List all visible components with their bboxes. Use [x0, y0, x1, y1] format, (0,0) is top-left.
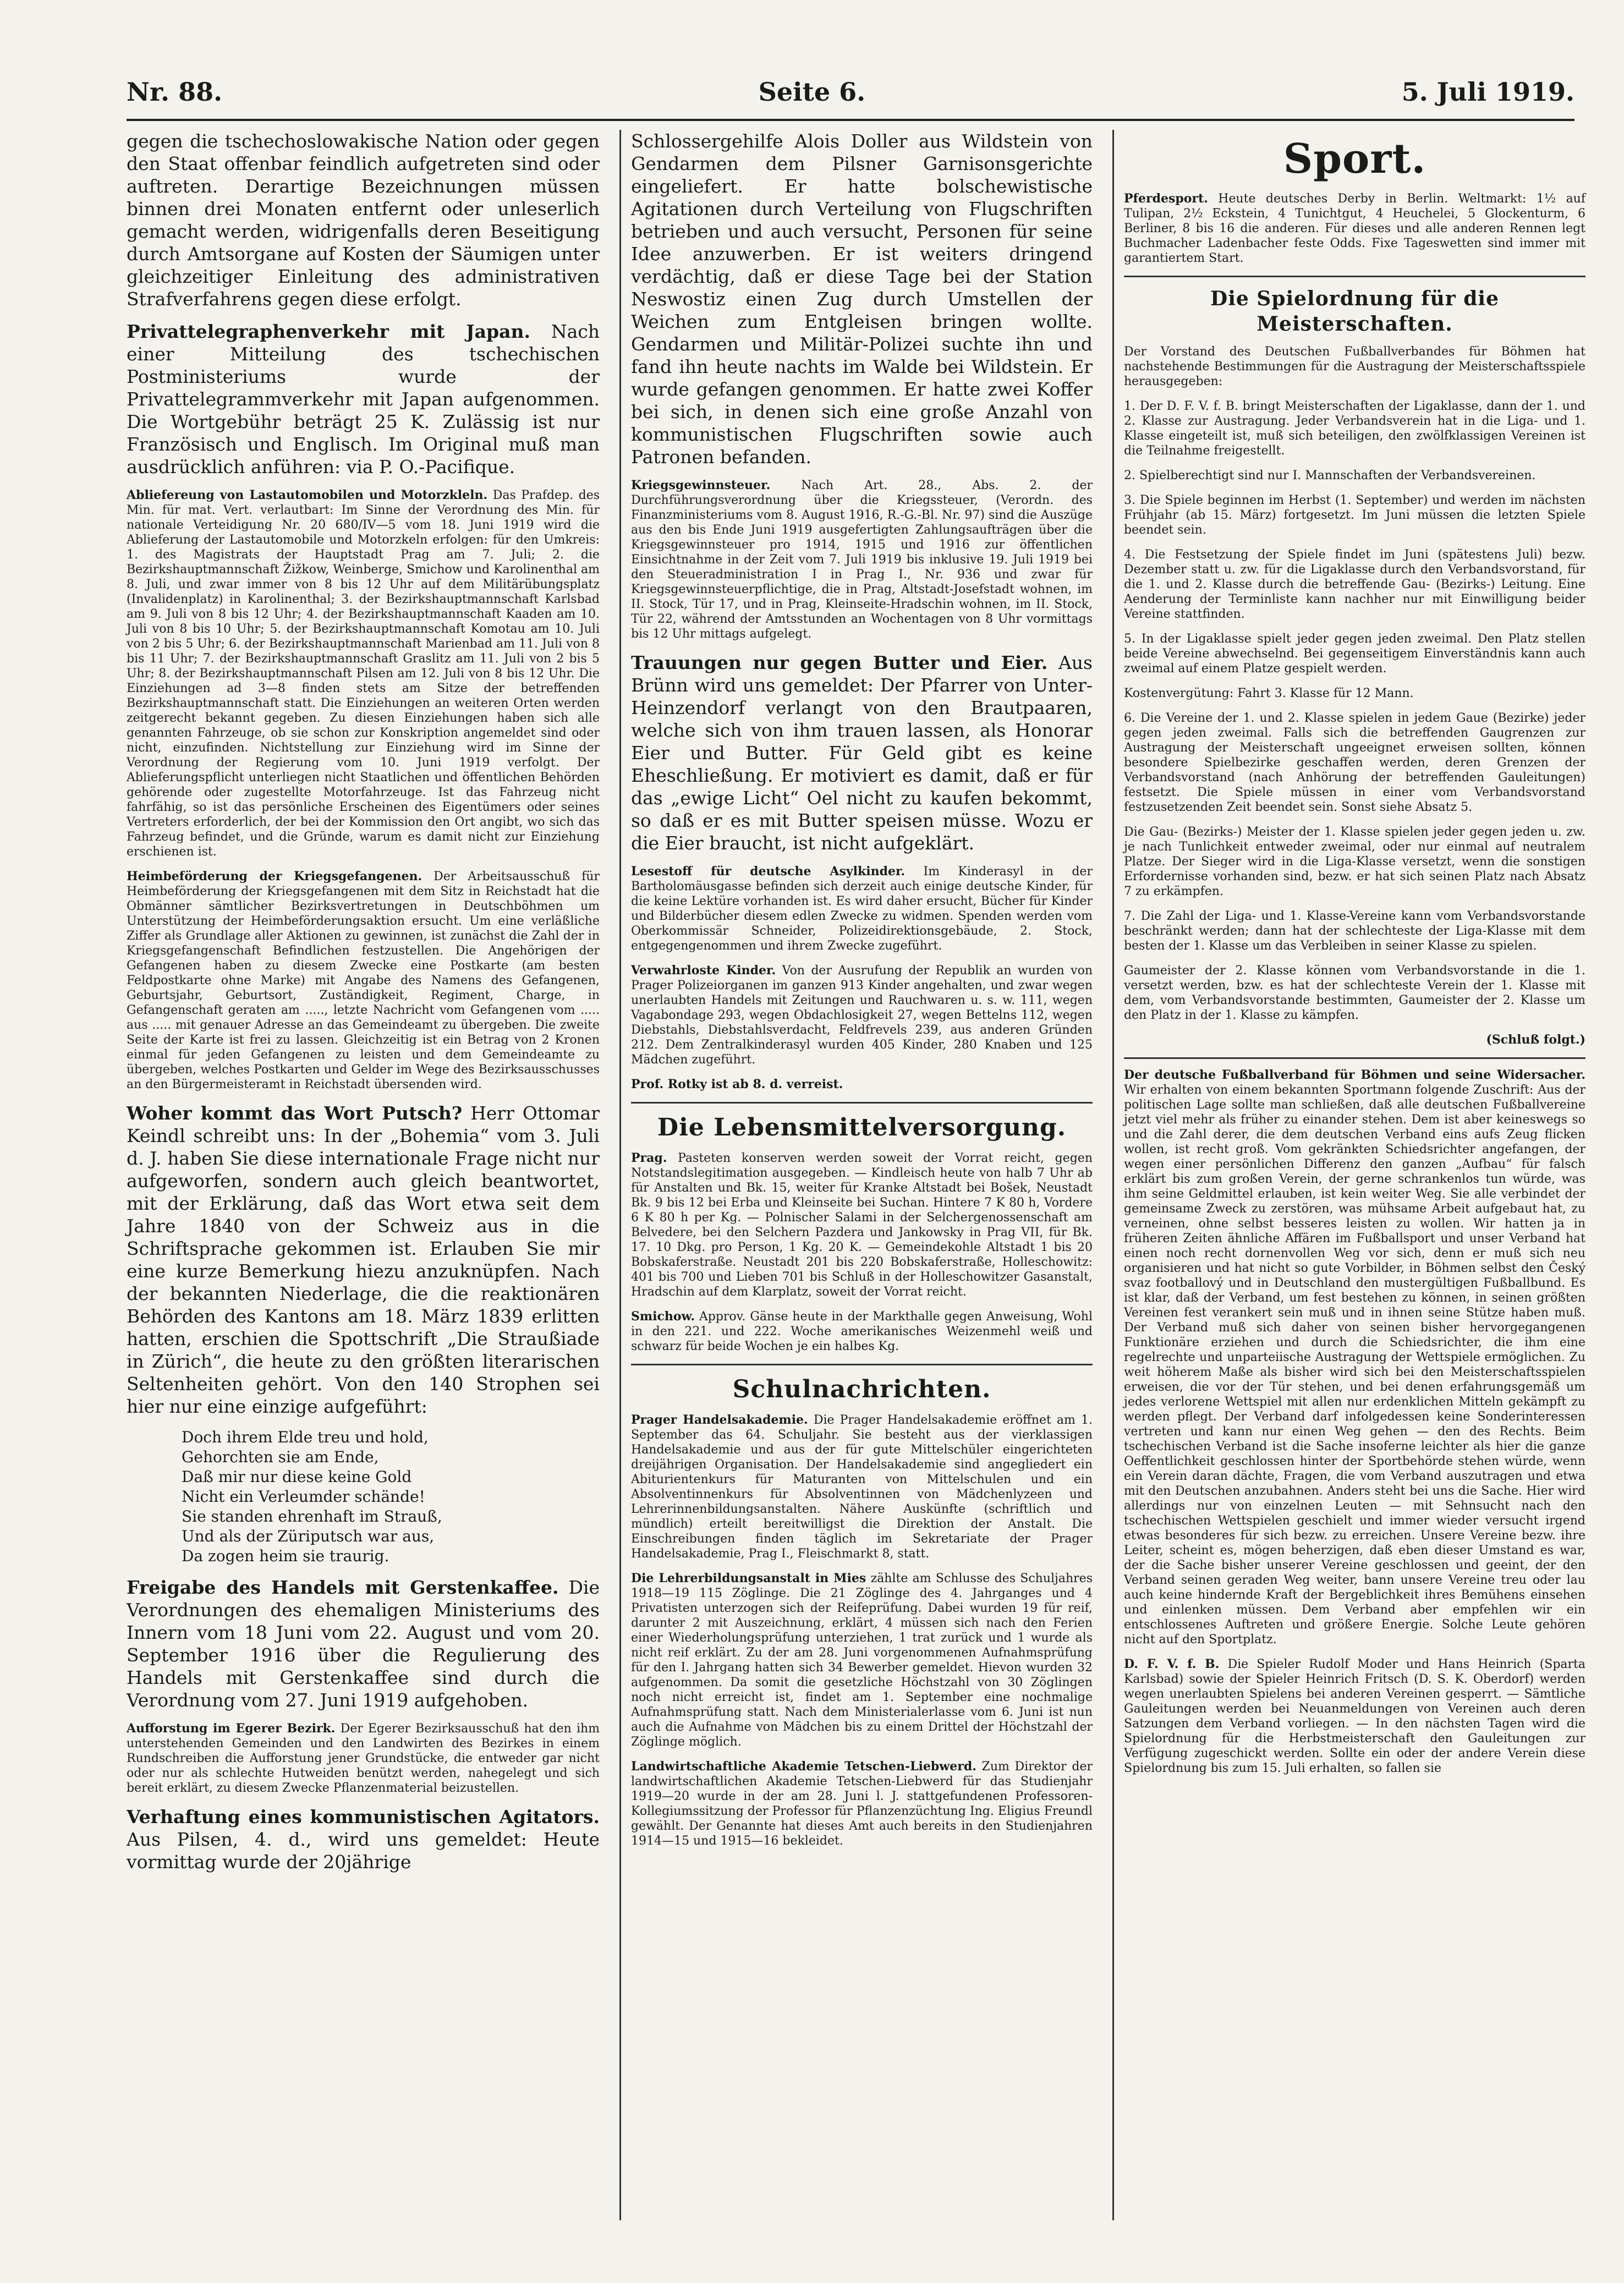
- section-title-spielordnung: Die Spielordnung für die Meisterschaften.: [1210, 287, 1500, 336]
- page-header: [127, 77, 1574, 116]
- poem-line: Sie standen ehrenhaft im Strauß,: [182, 1507, 442, 1525]
- article: Privattelegraphenverkehr mit Japan. Nach einer Mitteilung des tschechischen Postministeriums wurde der Privattelegrammverkehr mit Japan aufgenommen. Die Wortgebühr beträgt 25 K. Zulässig ist nur Französisch und Englisch. Im Original muß man ausdrücklich anführen: via P. O.-Pacifique.: [127, 321, 600, 478]
- article: Prag. Pasteten konserven werden soweit der Vorrat reicht, gegen Notstandslegitimation ausgegeben. — Kindleisch heute von halb 7 Uhr ab für Anstalten und Bk. 15, weiter für Kranke Altstadt bei Bošek, Neustadt Bk. 9 bis 12 bei Erba und Kleinseite bei Suchan. Hintere 7 K 80 h, Vordere 6 K 80 h per Kg. — Polnischer Salami in der Selchergenossenschaft am Belvedere, bei den Selchern Pazdera und Jankowsky in Prag VII, für Bk. 17. 10 Dkg. pro Person, 1 Kg. 20 K. — Gemeindekohle Altstadt 1 bis 20 Bobskaferstraße. Neustadt 201 bis 220 Bobskaferstraße, Holleschowitz: 401 bis 700 und Lieben 701 bis Schluß in der Holleschowitzer Gasanstalt, Hradschin auf dem Klarplatz, soweit der Vorrat reicht.: [631, 1151, 1093, 1299]
- article: Freigabe des Handels mit Gerstenkaffee. Die Verordnungen des ehemaligen Ministeriums des Innern vom 18 Juni vom 22. August und vom 20. September 1916 über die Regulierung des Handels mit Gerstenkaffee sind durch die Verordnung vom 27. Juni 1919 aufgehoben.: [127, 1577, 600, 1711]
- article: Kriegsgewinnsteuer. Nach Art. 28., Abs. 2. der Durchführungsverordnung über die Kriegssteuer, (Verordn. des Finanzministeriums vom 8. August 1916, R.-G.-Bl. Nr. 97) sind die Auszüge aus den bis Ende Juni 1919 ausgefertigten Zahlungsaufträgen über die Kriegsgewinnsteuer pro 1914, 1915 und 1916 zur öffentlichen Einsichtnahme in der Zeit vom 7. Juli 1919 bis inklusive 19. Juli 1919 bei den Steueradministration I in Prag I., Nr. 936 und zwar für Kriegsgewinnsteuerpflichtige, die in Prag, Altstadt-Josefstadt wohnen, im II. Stock, Tür 17, und in Prag, Kleinseite-Hradschin wohnen, im II. Stock, Tür 22, während der Amtsstunden an Wochentagen von 8 Uhr vormittags bis 12 Uhr mittags aufgelegt.: [631, 478, 1093, 641]
- article: Pferdesport. Heute deutsches Derby in Berlin. Weltmarkt: 1½ auf Tulipan, 2½ Eckstein, 4 Tunichtgut, 4 Heuchelei, 5 Glockenturm, 6 Berliner, 8 bis 16 die anderen. Für dieses und alle anderen Rennen legt Buchmacher Ladenbacher feste Odds. Fixe Tageswetten sind immer mit garantiertem Start.: [1124, 191, 1585, 265]
- article: Verhaftung eines kommunistischen Agitators. Aus Pilsen, 4. d., wird uns gemeldet: Heute vormittag wurde der 20jährige: [127, 1806, 600, 1873]
- paragraph: 7. Die Zahl der Liga- und 1. Klasse-Vereine kann vom Verbandsvorstande beschränkt werden; dann hat der schlechteste der Liga-Klasse mit dem besten der 1. Klasse um das Verbleiben in seiner Klasse zu spielen.: [1124, 909, 1585, 953]
- paragraph: 3. Die Spiele beginnen im Herbst (1. September) und werden im nächsten Frühjahr (ab 15. März) fortgesetzt. Im Juni müssen die letzten Spiele beendet sein.: [1124, 493, 1585, 537]
- columns: [127, 130, 1585, 2220]
- section-title-sport: Sport.: [1283, 135, 1427, 183]
- section-title-lebensmittel: Die Lebensmittelversorgung.: [657, 1113, 1067, 1142]
- paragraph: Kostenvergütung: Fahrt 3. Klasse für 12 Mann.: [1124, 687, 1414, 700]
- article: Der deutsche Fußballverband für Böhmen und seine Widersacher. Wir erhalten von einem bekannten Sportmann folgende Zuschrift: Aus der politischen Lage sollte man schließen, daß alle deutschen Fußballvereine jetzt viel mehr als früher zu einander stehen. Dem ist aber keineswegs so und die Zahl derer, die dem deutschen Verband eins aufs Zeug flicken wollen, ist recht groß. Vom gekränkten Schiedsrichter angefangen, der wegen einer persönlichen Differenz den ganzen „Aufbau“ für falsch erklärt bis zum großen Verein, der gerne schrankenlos tun würde, was ihm seine Geldmittel erlauben, ist kein weiter Weg. Sie alle verbindet der gemeinsame Zweck zu zerstören, was mühsame Arbeit aufgebaut hat, zu verneinen, ohne selbst besseres leisten zu wollen. Wir hatten ja in früheren Zeiten ähnliche Affären im Fußballsport und unser Verband hat einen noch recht dornenvollen Weg vor sich, denn er muß sich neu organisieren und hat nicht so gute Vorbilder, in Böhmen selbst den Český svaz footballový und in Deutschland den mustergültigen Fußballbund. Es ist klar, daß der Verband, um fest bestehen zu können, in seinen größten Vereinen fest verankert sein muß und in ihnen seine Stütze haben muß. Der Verband muß sich daher von seinen bisher hervorgegangenen Funktionäre erziehen und durch die Schiedsrichter, die ihm eine regelrechte und unparteiische Austragung der Wettspiele ermöglichen. Zu weit höherem Maße als bisher wird sich bei den Meisterschaftsspielen erweisen, die vor der Tür stehen, und bei denen erfahrungsgemäß um jedes verlorene Wettspiel mit allen nur erdenklichen Mitteln gekämpft zu werden pflegt. Der Verband darf infolgedessen keine Sonderinteressen vertreten und kann nur einen Weg gehen — den des Rechts. Beim tschechischen Verband ist die Sache insoferne leichter als hier die ganze Oeffentlichkeit geschlossen hinter der Sportbehörde stehen würde, wenn ein Verein daran dächte, Fragen, die vom Verband auszutragen und etwa mit den Deutschen anzubahnen. Anders steht bei uns die Sache. Hier wird allerdings nur von einzelnen Leuten — mit Sehnsucht nach den tschechischen Wettspielen geschielt und immer wieder versucht irgend etwas besonderes für sich bezw. zu erreichen. Unsere Vereine bezw. ihre Leiter, scheint es, mögen beherzigen, daß eben dieser Umstand es war, der die Sache bisher unserer Vereine geschlossen und geeint, der den Verband seinen geraden Weg weiter, bann unsere Vereine treu oder lau auch keine hindernde Kraft der Bergeblichkeit ihres Bemühens einsehen und einlenken müssen. Dem Verband aber empfehlen wir ein entschlossenes Auftreten und größere Energie. Solche Leute gehören nicht auf den Sportplatz.: [1124, 1068, 1585, 1647]
- article: Verwahrloste Kinder. Von der Ausrufung der Republik an wurden von Prager Polizeiorganen im ganzen 913 Kinder angehalten, und zwar wegen unerlaubten Handels mit Zeitungen und Rauchwaren u. s. w. 111, wegen Vagabondage 293, wegen Obdachlosigkeit 27, wegen Bettelns 112, wegen Diebstahls, Diebstahlsverdacht, Feldfrevels 239, aus anderen Gründen 212. Dem Zentralkinderasyl wurden 405 Kinder, 280 Knaben und 125 Mädchen zugeführt.: [631, 963, 1093, 1067]
- article: Schlossergehilfe Alois Doller aus Wildstein von Gendarmen dem Pilsner Garnisonsgerichte eingeliefert. Er hatte bolschewistische Agitationen durch Verteilung von Flugschriften betrieben und auch versucht, Personen für seine Idee anzuwerben. Er ist weiters dringend verdächtig, daß er diese Tage bei der Station Neswostiz einen Zug durch Umstellen der Weichen zum Entgleisen bringen wollte. Gendarmen und Militär-Polizei suchte ihn und fand ihn heute nachts im Walde bei Wildstein. Er wurde gefangen genommen. Er hatte zwei Koffer bei sich, in denen sich eine große Anzahl von kommunistischen Flugschriften sowie auch Patronen befanden.: [631, 130, 1093, 468]
- paragraph: 5. In der Ligaklasse spielt jeder gegen jeden zweimal. Den Platz stellen beide Vereine abwechselnd. Bei gegenseitigem Einverständnis kann auch zweimal auf einem Platze gespielt werden.: [1124, 632, 1585, 676]
- article: Heimbeförderung der Kriegsgefangenen. Der Arbeitsausschuß für Heimbeförderung der Kriegsgefangenen mit dem Sitz in Reichstadt hat die Obmänner sämtlicher Bezirksvertretungen in Deutschböhmen um Unterstützung der Heimbeförderungsaktion ersucht. Um eine verläßliche Ziffer als Grundlage aller Aktionen zu gewinnen, ist zunächst die Zahl der in Kriegsgefangenschaft Befindlichen festzustellen. Die Angehörigen der Gefangenen haben zu diesem Zwecke eine Postkarte (am besten Feldpostkarte ohne Marke) mit Angabe des Namens des Gefangenen, Geburtsjahr, Geburtsort, Zuständigkeit, Regiment, Charge, in Gefangenschaft geraten am ....., letzte Nachricht vom Gefangenen vom ..... aus ..... mit genauer Adresse an das Gemeindeamt zu übergeben. Die zweite Seite der Karte ist frei zu lassen. Gleichzeitig ist ein Betrag von 2 Kronen einmal für jeden Gefangenen zu leisten und dem Gemeindeamte zu übergeben, welches Postkarten und Gelder im Wege des Bezirksausschusses an den Bürgermeisteramt in Reichstadt übersenden wird.: [127, 869, 600, 1091]
- paragraph: 1. Der D. F. V. f. B. bringt Meisterschaften der Ligaklasse, dann der 1. und 2. Klasse zur Austragung. Jeder Verbandsverein hat in die Liga- und 1. Klasse eingeteilt ist, muß sich beteiligen, den zwölfklassigen Vereinen ist die Teilnahme freigestellt.: [1124, 399, 1585, 458]
- column-1: [127, 130, 600, 2220]
- continued-note: (Schluß folgt.): [1486, 1033, 1585, 1047]
- poem-line: Nicht ein Verleumder schände!: [182, 1488, 425, 1506]
- page-number: Seite 6.: [758, 77, 866, 107]
- article: Trauungen nur gegen Butter und Eier. Aus Brünn wird uns gemeldet: Der Pfarrer von Unter-Heinzendorf verlangt von den Brautpaaren, welche sich von ihm trauen lassen, als Honorar Eier und Butter. Für Geld gibt es keine Eheschließung. Er motiviert es damit, daß er für das „ewige Licht“ Oel nicht zu kaufen bekommt, so daß er es mit Butter speisen müsse. Wozu er die Eier braucht, ist nicht aufgeklärt.: [631, 652, 1093, 854]
- notice: Prof. Rotky ist ab 8. d. verreist.: [631, 1077, 843, 1091]
- paragraph: Die Gau- (Bezirks-) Meister der 1. Klasse spielen jeder gegen jeden u. zw. je nach Tunlichkeit entweder zweimal, oder nur einmal auf neutralem Platze. Der Sieger wird in die Liga-Klasse versetzt, wenn die sonstigen Erfordernisse vorhanden sind, bezw. er hat sich seinen Platz nach Absatz 7 zu erkämpfen.: [1124, 825, 1585, 898]
- column-3: [1112, 130, 1585, 2220]
- article: Abliefereung von Lastautomobilen und Motorzkleln. Das Prafdep. des Min. für mat. Vert. verlautbart: Im Sinne der Verordnung des Min. für nationale Verteidigung Nr. 20 680/IV—5 vom 18. Juni 1919 wird die Ablieferung der Lastautomobile und Motorzkeln erfolgen: für den Umkreis: 1. des Magistrats der Hauptstadt Prag am 7. Juli; 2. die Bezirkshauptmannschaft Žižkow, Weinberge, Smichow und Karolinenthal am 8. Juli, und zwar immer von 8 bis 12 Uhr auf dem Militärübungsplatz (Invalidenplatz) in Karolinenthal; 3. der Bezirkshauptmannschaft Karlsbad am 9. Juli von 8 bis 12 Uhr; 4. der Bezirkshauptmannschaft Kaaden am 10. Juli von 8 bis 10 Uhr; 5. der Bezirkshauptmannschaft Komotau am 10. Juli von 2 bis 5 Uhr; 6. der Bezirkshauptmannschaft Marienbad am 11. Juli von 8 bis 11 Uhr; 7. der Bezirkshauptmannschaft Graslitz am 11. Juli von 2 bis 5 Uhr; 8. der Bezirkshauptmannschaft Pilsen am 12. Juli von 8 bis 12 Uhr. Die Einziehungen ad 3—8 finden stets am Sitze der betreffenden Bezirkshauptmannschaft statt. Die Einziehungen an weiteren Orten werden zeitgerecht bekannt gegeben. Zu diesen Einziehungen haben sich alle genannten Fahrzeuge, ob sie schon zur Konskription angemeldet sind oder nicht, einzufinden. Nichtstellung zur Einziehung wird im Sinne der Verordnung der Regierung vom 10. Juni 1919 verfolgt. Der Ablieferungspflicht unterliegen nicht Staatlichen und öffentlichen Behörden gehörende oder zugestellte Motorfahrzeuge. Ist das Fahrzeug nicht fahrfähig, so ist das persönliche Erscheinen des Eigentümers oder seines Vertreters erforderlich, der bei der Kommission den Ort angibt, wo sich das Fahrzeug befindet, und die Gründe, warum es damit nicht zur Einziehung erschienen ist.: [127, 488, 600, 859]
- poem-line: Daß mir nur diese keine Gold: [182, 1468, 412, 1486]
- article: Aufforstung im Egerer Bezirk. Der Egerer Bezirksausschuß hat den ihm unterstehenden Gemeinden und den Landwirten des Bezirkes in einem Rundschreiben die Aufforstung jener Grundstücke, die entweder gar nicht oder nur als schlechte Hutweiden benützt werden, nahegelegt und sich bereit erklärt, zu diesem Zwecke Pflanzenmaterial beizustellen.: [127, 1721, 600, 1795]
- section-divider: [631, 1364, 1093, 1365]
- header-rule: [127, 119, 1574, 121]
- section-divider: [1124, 1057, 1585, 1059]
- article: gegen die tschechoslowakische Nation oder gegen den Staat offenbar feindlich aufgetreten sind oder auftreten. Derartige Bezeichnungen müssen binnen drei Monaten entfernt oder unleserlich gemacht werden, widrigenfalls deren Beseitigung durch Amtsorgane auf Kosten der Säumigen unter gleichzeitiger Einleitung des administrativen Strafverfahrens gegen diese erfolgt.: [127, 130, 600, 310]
- article: Woher kommt das Wort Putsch? Herr Ottomar Keindl schreibt uns: In der „Bohemia“ vom 3. Juli d. J. haben Sie diese internationale Frage nicht nur aufgeworfen, sondern auch gleich beantwortet, mit der Erklärung, daß das Wort etwa seit dem Jahre 1840 von der Schweiz aus in die Schriftsprache gekommen ist. Erlauben Sie mir eine kurze Bemerkung hiezu anzuknüpfen. Nach der bekannten Niederlage, die die reaktionären Behörden des Kantons am 18. März 1839 erlitten hatten, erschien die Spottschrift „Die Straußiade in Zürich“, die heute zu den größten literarischen Seltenheiten gehört. Von den 140 Strophen sei hier nur eine einzige aufgeführt:: [127, 1102, 600, 1417]
- article: Smichow. Approv. Gänse heute in der Markthalle gegen Anweisung, Wohl in den 221. und 222. Woche amerikanisches Weizenmehl weiß und schwarz für beide Wochen je ein halbes Kg.: [631, 1309, 1093, 1353]
- poem-stanza: [182, 1428, 600, 1566]
- paragraph: Gaumeister der 2. Klasse können vom Verbandsvorstande in die 1. versetzt werden, bzw. es hat der schlechteste Verein der 1. Klasse mit dem, vom Verbandsvorstande bestimmten, Gaumeister der 2. Klasse um den Platz in der 1. Klasse zu kämpfen.: [1124, 964, 1585, 1022]
- section-divider: [631, 1102, 1093, 1104]
- section-divider: [1124, 276, 1585, 277]
- poem-line: Und als der Züriputsch war aus,: [182, 1527, 435, 1545]
- issue-date: 5. Juli 1919.: [1401, 77, 1574, 107]
- article: Lesestoff für deutsche Asylkinder. Im Kinderasyl in der Bartholomäusgasse befinden sich derzeit auch einige deutsche Kinder, für die keine Lektüre vorhanden ist. Es wird daher ersucht, Bücher für Kinder und Bilderbücher diesem edlen Zwecke zu widmen. Spenden werden vom Oberkommissär Schneider, Polizeidirektionsgebäude, 2. Stock, entgegengenommen und ihrem Zwecke zugeführt.: [631, 864, 1093, 953]
- paragraph: Der Vorstand des Deutschen Fußballverbandes für Böhmen hat nachstehende Bestimmungen für die Austragung der Meisterschaftsspiele herausgegeben:: [1124, 345, 1585, 388]
- issue-number: Nr. 88.: [127, 77, 223, 107]
- column-2: [619, 130, 1093, 2220]
- article: Prager Handelsakademie. Die Prager Handelsakademie eröffnet am 1. September das 64. Schuljahr. Sie besteht aus der vierklassigen Handelsakademie und aus der für gute Mittelschüler eingerichteten dreijährigen Organisation. Der Handelsakademie sind angegliedert ein Abiturientenkurs für Maturanten von Mittelschulen und ein Absolventinnenkurs für Absolventinnen von Mädchenlyzeen und Lehrerinnenbildungsanstalten. Nähere Auskünfte (schriftlich und mündlich) erteilt bereitwilligst die Direktion der Anstalt. Die Einschreibungen finden täglich im Sekretariate der Prager Handelsakademie, Prag I., Fleischmarkt 8, statt.: [631, 1413, 1093, 1561]
- poem-line: Doch ihrem Elde treu und hold,: [182, 1428, 429, 1446]
- section-title-schul: Schulnachrichten.: [732, 1375, 991, 1403]
- article: Landwirtschaftliche Akademie Tetschen-Liebwerd. Zum Direktor der landwirtschaftlichen Akademie Tetschen-Liebwerd für das Studienjahr 1919—20 wurde in der am 28. Juni l. J. stattgefundenen Professoren-Kollegiumssitzung der Professor für Pflanzenzüchtung Ing. Eligius Freundl gewählt. Der Genannte hat dieses Amt auch bereits in den Studienjahren 1914—15 und 1915—16 bekleidet.: [631, 1759, 1093, 1848]
- poem-line: Gehorchten sie am Ende,: [182, 1448, 379, 1466]
- article: Die Lehrerbildungsanstalt in Mies zählte am Schlusse des Schuljahres 1918—19 115 Zöglinge. Die 21 Zöglinge des 4. Jahrganges und 4 Privatisten unterzogen sich der Reifeprüfung. Dabei wurden 19 für reif, darunter 2 mit Auszeichnung, erklärt, 4 müssen sich nach den Ferien einer Wiederholungsprüfung unterziehen, 1 trat zurück und 1 wurde als nicht reif erklärt. Zu der am 28. Juni vorgenommenen Aufnahmsprüfung für den I. Jahrgang hatten sich 34 Bewerber gemeldet. Hievon wurden 32 aufgenommen. Da somit die gesetzliche Höchstzahl von 30 Zöglingen noch nicht erreicht ist, findet am 1. September eine nochmalige Aufnahmsprüfung statt. Nach dem Ministerialerlasse vom 6. Juni ist nun auch die Aufnahme von Mädchen bis zu einem Drittel der Höchstzahl der Zöglinge möglich.: [631, 1571, 1093, 1749]
- paragraph: 2. Spielberechtigt sind nur I. Mannschaften der Verbandsvereinen.: [1124, 469, 1536, 482]
- article: D. F. V. f. B. Die Spieler Rudolf Moder und Hans Heinrich (Sparta Karlsbad) sowie der Spieler Heinrich Fritsch (D. S. K. Oberdorf) werden wegen unerlaubten Spielens bei anderen Vereinen gesperrt. — Sämtliche Gauleitungen werden bei Neuanmeldungen von Vereinen auch deren Satzungen dem Verband vorliegen. — In den nächsten Tagen wird die Spielordnung für die Herbstmeisterschaft den Gauleitungen zur Verfügung zugeschickt werden. Sollte ein oder der andere Verein diese Spielordnung bis zum 15. Juli erhalten, so fallen sie: [1124, 1657, 1585, 1775]
- poem-line: Da zogen heim sie traurig.: [182, 1547, 389, 1565]
- paragraph: 6. Die Vereine der 1. und 2. Klasse spielen in jedem Gaue (Bezirke) jeder gegen jeden zweimal. Falls sich die betreffenden Gaugrenzen zur Austragung der Meisterschaft ungeeignet erweisen sollten, können besondere Spielbezirke geschaffen werden, deren Grenzen der Verbandsvorstand (nach Anhörung der betreffenden Gauleitungen) festsetzt. Die Spiele müssen in einer vom Verbandsvorstand festzusetzenden Zeit beendet sein. Sonst siehe Absatz 5.: [1124, 711, 1585, 814]
- paragraph: 4. Die Festsetzung der Spiele findet im Juni (spätestens Juli) bezw. Dezember statt u. zw. für die Ligaklasse durch den Verbandsvorstand, für die 1. und 2. Klasse durch die betreffende Gau- (Bezirks-) Leitung. Eine Aenderung der Terminliste kann nachher nur mit Einwilligung beider Vereine stattfinden.: [1124, 548, 1585, 621]
